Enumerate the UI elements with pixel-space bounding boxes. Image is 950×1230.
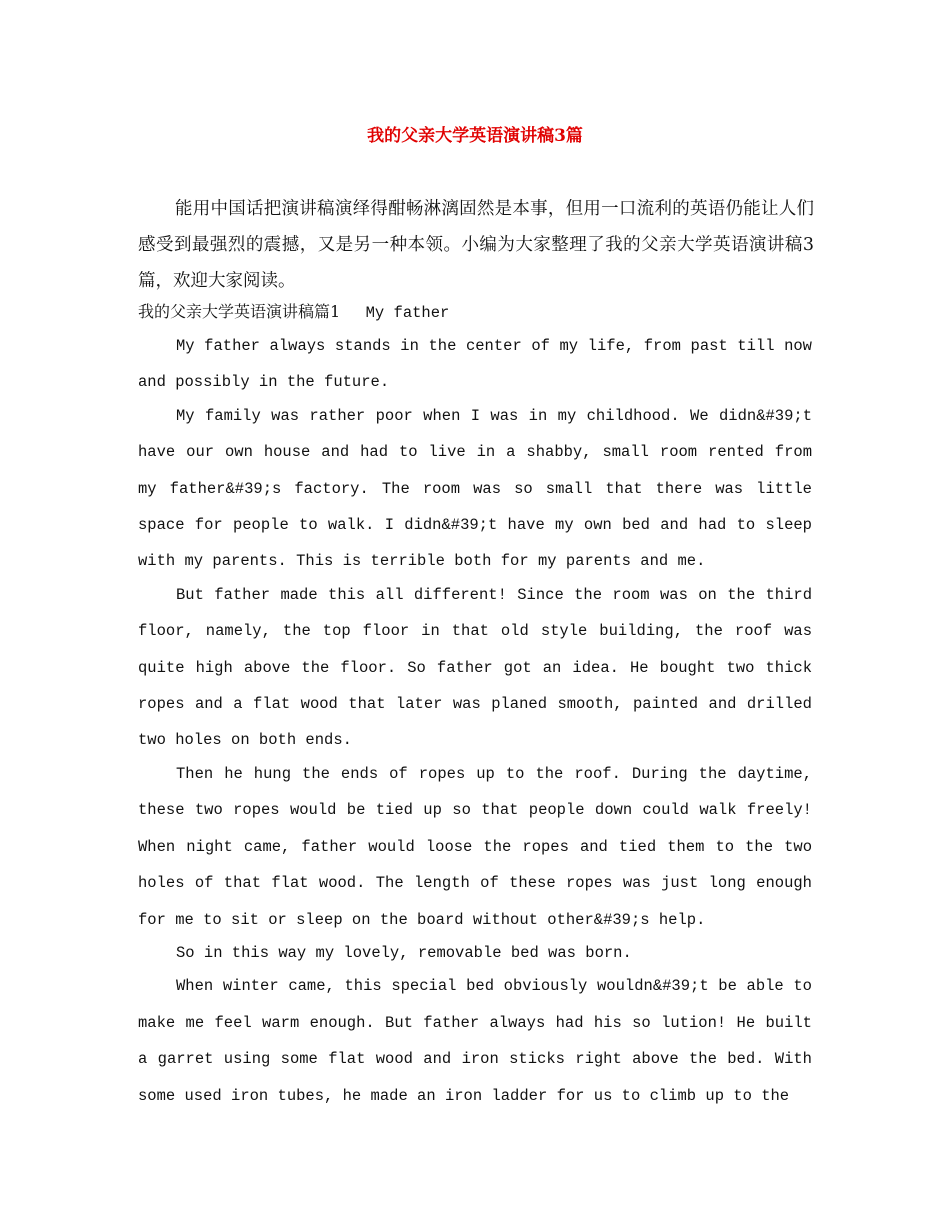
- body-paragraph: When winter came, this special bed obviously wouldn&#39;t be able to make me feel warm enough. But father always had his so lution! He built a garret using some flat wood and iron sticks right above the bed. With some used iron tubes, he made an iron ladder for us to climb up to the: [138, 977, 812, 1105]
- body-paragraph: Then he hung the ends of ropes up to the roof. During the daytime, these two ropes would be tied up so that people down could walk freely! When night came, father would loose the ropes and tied them to the two holes of that flat wood. The length of these ropes was just long enough for me to sit or sleep on the board without other&#39;s help.: [138, 764, 812, 929]
- intro-paragraph: 能用中国话把演讲稿演绎得酣畅淋漓固然是本事，但用一口流利的英语仍能让人们感受到最强烈的震撼，又是另一种本领。小编为大家整理了我的父亲大学英语演讲稿3篇，欢迎大家阅读。: [138, 199, 814, 291]
- body-paragraph: My family was rather poor when I was in my childhood. We didn&#39;t have our own house and had to live in a shabby, small room rented from my father&#39;s factory. The room was so small that there was little space for people to walk. I didn&#39;t have my own bed and had to sleep with my parents. This is terrible both for my parents and me.: [138, 406, 812, 571]
- chapter-heading-line: [138, 298, 814, 327]
- document-title: 我的父亲大学英语演讲稿3篇: [367, 126, 583, 146]
- body-paragraph: So in this way my lovely, removable bed was born.: [176, 943, 632, 962]
- body-paragraph: My father always stands in the center of my life, from past till now and possibly in the future.: [138, 337, 812, 392]
- speech-body: [138, 328, 812, 1114]
- chapter-heading: 我的父亲大学英语演讲稿篇1: [138, 302, 341, 321]
- body-paragraph: But father made this all different! Since the room was on the third floor, namely, the top floor in that old style building, the roof was quite high above the floor. So father got an idea. He bought two thick ropes and a flat wood that later was planed smooth, painted and drilled two holes on both ends.: [138, 585, 812, 750]
- chapter-subtitle: My father: [365, 304, 450, 322]
